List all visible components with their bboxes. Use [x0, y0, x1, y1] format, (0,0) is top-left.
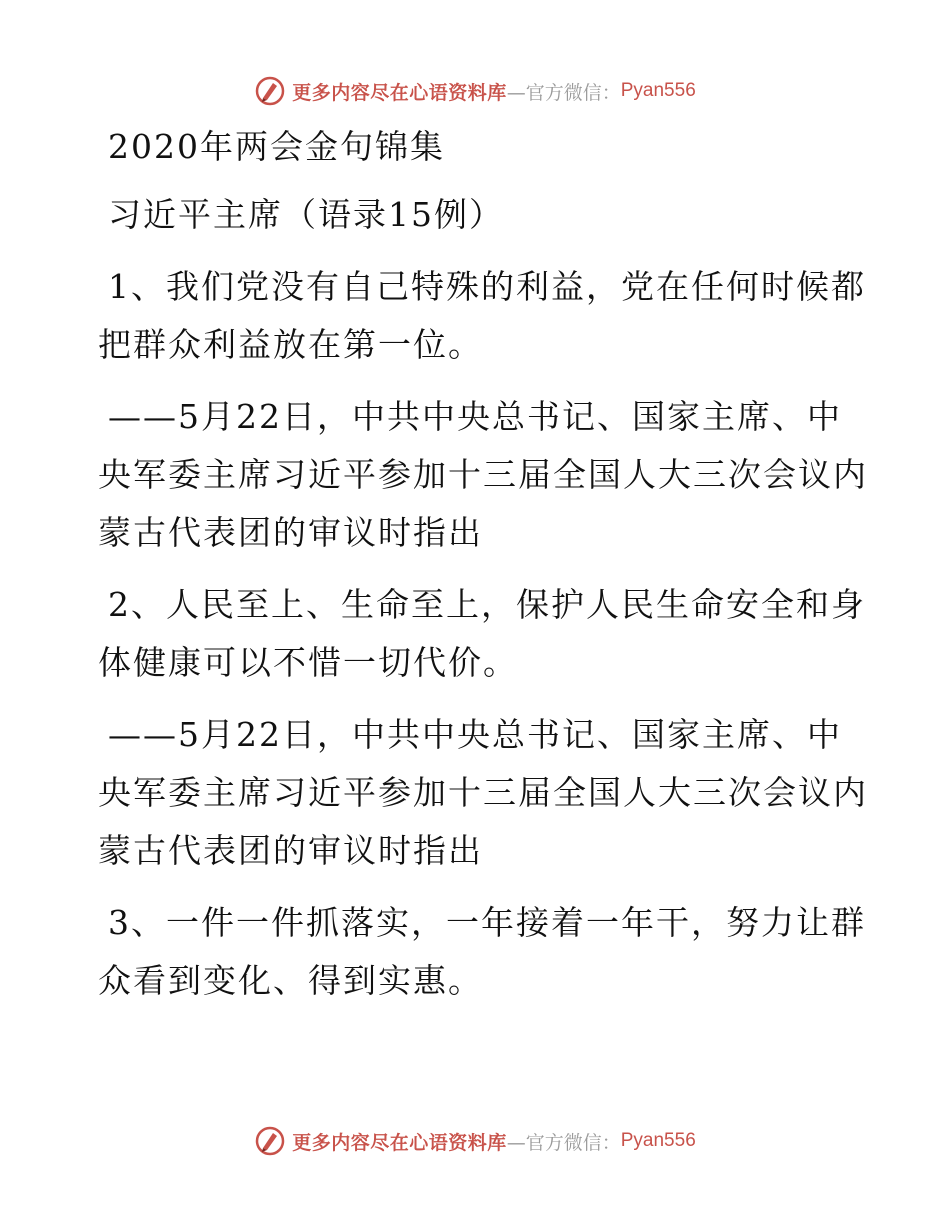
paragraph-line: 众看到变化、得到实惠。	[98, 961, 483, 1000]
header-banner-contact: —官方微信：	[506, 81, 621, 104]
document-body	[98, 118, 868, 1010]
paragraph-line: 央军委主席习近平参加十三届全国人大三次会议内	[98, 455, 868, 494]
paragraph-line: 蒙古代表团的审议时指出	[98, 831, 483, 870]
pen-logo-icon	[254, 75, 286, 107]
quote-paragraph-1	[98, 258, 866, 374]
paragraph-line: 2、人民至上、生命至上，保护人民生命安全和身	[108, 585, 866, 624]
paragraph-line: ——5月22日，中共中央总书记、国家主席、中	[108, 715, 842, 754]
paragraph-line: 蒙古代表团的审议时指出	[98, 513, 483, 552]
paragraph-line: 把群众利益放在第一位。	[98, 325, 483, 364]
document-subtitle: 习近平主席（语录15例）	[108, 195, 504, 234]
paragraph-line: ——5月22日，中共中央总书记、国家主席、中	[108, 397, 842, 436]
quote-source-1	[98, 388, 868, 562]
footer-banner-contact: —官方微信：	[506, 1131, 621, 1154]
header-banner-wechat-id: Pyan556	[620, 80, 696, 101]
footer-banner	[0, 1122, 950, 1160]
pen-logo-icon	[254, 1125, 286, 1157]
footer-banner-text: 更多内容尽在心语资料库	[292, 1131, 507, 1154]
paragraph-line: 体健康可以不惜一切代价。	[98, 643, 518, 682]
quote-paragraph-3	[98, 894, 866, 1010]
paragraph-line: 央军委主席习近平参加十三届全国人大三次会议内	[98, 773, 868, 812]
paragraph-line: 3、一件一件抓落实，一年接着一年干，努力让群	[108, 903, 866, 942]
document-title: 2020年两会金句锦集	[108, 127, 445, 166]
quote-paragraph-2	[98, 576, 866, 692]
header-banner-text: 更多内容尽在心语资料库	[292, 81, 507, 104]
quote-source-2	[98, 706, 868, 880]
paragraph-line: 1、我们党没有自己特殊的利益，党在任何时候都	[108, 267, 866, 306]
footer-banner-wechat-id: Pyan556	[620, 1130, 696, 1151]
header-banner	[0, 72, 950, 110]
